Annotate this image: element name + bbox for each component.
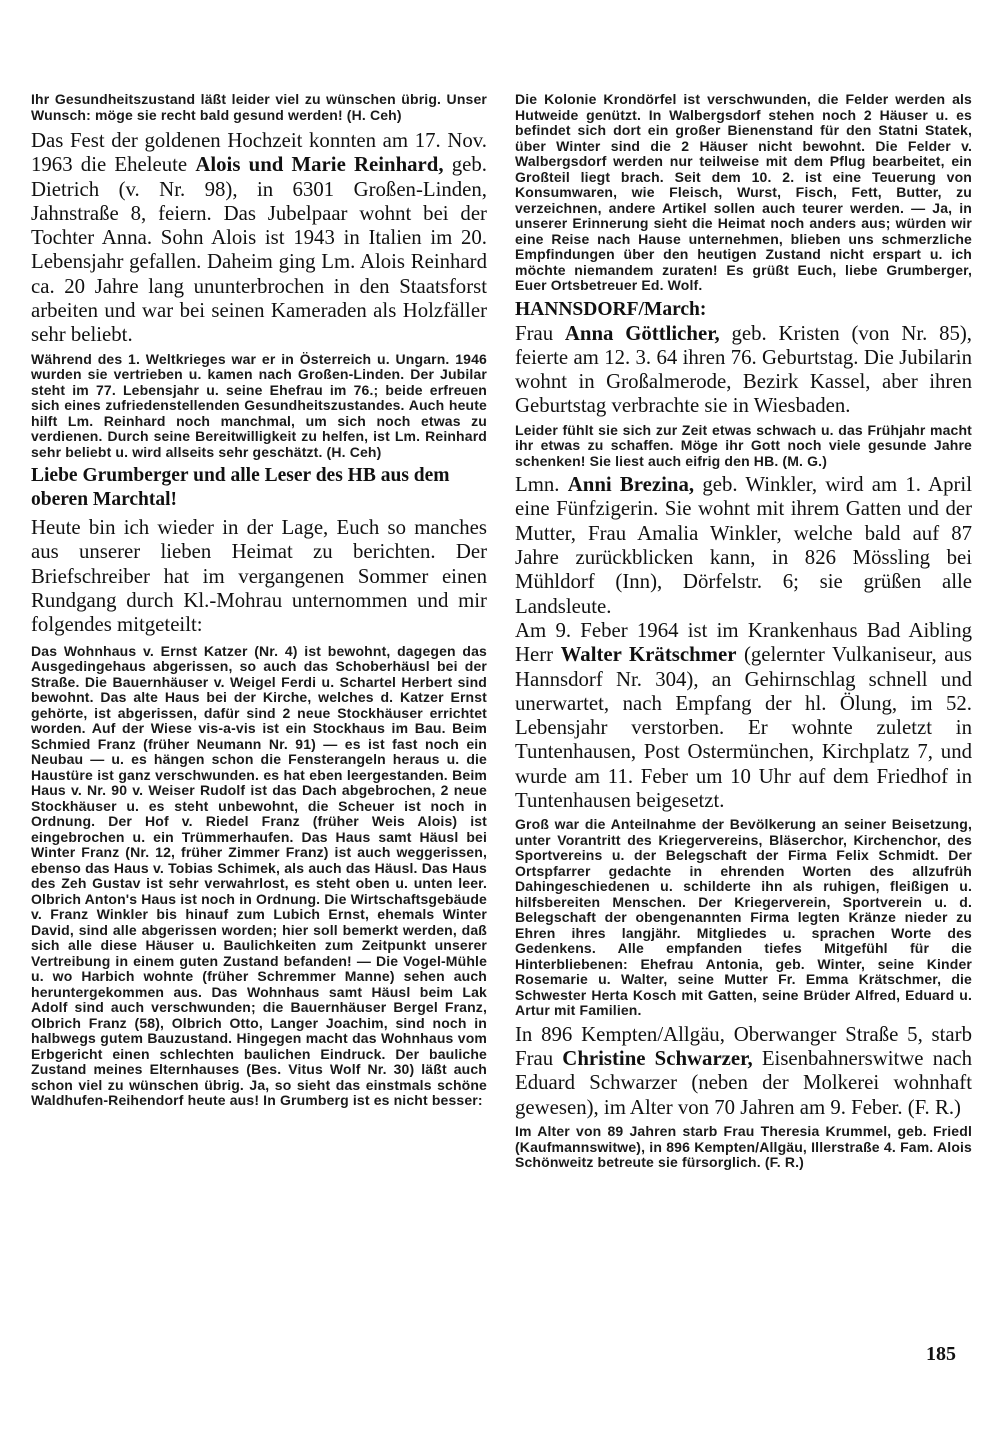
right-paragraph-7-intro: In 896 Kempten/Allgäu, Oberwanger Straße 5, starb Frau	[515, 1022, 972, 1071]
right-paragraph-7	[515, 1023, 972, 1120]
left-paragraph-2-name: Alois und Marie Reinhard,	[195, 153, 444, 177]
right-paragraph-2	[515, 322, 972, 419]
right-paragraph-4-name: Anni Brezina,	[567, 473, 695, 497]
right-paragraph-8	[515, 1124, 972, 1171]
right-paragraph-1: Die Kolonie Krondörfel ist verschwunden, die Felder werden als Hutweide genützt. In Walbergsdorf stehen noch 2 Häuser u. es befindet sich dort ein großer Bienenstand für den Statni Statek, über Winter sind die 2 Häuser nicht bewohnt. Die Felder v. Walbergsdorf werden nur teilweise mit dem Pflug bearbeitet, ein Großteil liegt brach. Seit dem 10. 2. ist eine Teuerung von Konsumwaren, wie Fleisch, Wurst, Fisch, Fett, Butter, zu verzeichnen, andere Artikel sollen auch teurer werden. — Ja, in unserer Erinnerung sieht die Heimat noch anders aus; würden wir eine Reise nach Hause unternehmen, blieben uns schmerzliche Empfindungen über den heutigen Zustand nicht erspart u. ich möchte niemandem zuraten! Es grüßt Euch, liebe Grumberger, Euer Ortsbetreuer Ed. Wolf.	[515, 91, 972, 293]
right-paragraph-6: Groß war die Anteilnahme der Bevölkerung an seiner Beisetzung, unter Vorantritt des Kriegervereins, Bläserchor, Kirchenchor, des Sportvereins u. der Belegschaft der Firma Felix Schmidt. Der Ortspfarrer gedachte in ehrenden Worten des allzufrüh Dahingeschiedenen u. schilderte ihn als ruhigen, fleißigen u. hilfsbereiten Menschen. Der Kriegerverein, Sportverein u. d. Belegschaft der obengenannten Firma legten Kränze nieder zu Ehren ihres langjähr. Mitgliedes u. sprachen Worte des Gedenkens. Alle empfanden tiefes Mitgefühl für die Hinterbliebenen: Ehefrau Antonia, geb. Winter, seine Kinder Rosemarie u. Walter, seine Mutter Fr. Emma Krätschmer, die Schwester Herta Kosch mit Gatten, seine Brüder Alfred, Eduard u. Artur mit Familien.	[515, 816, 972, 1019]
right-paragraph-2-name: Anna Göttlicher,	[564, 321, 720, 345]
right-paragraph-4-intro: Lmn.	[515, 473, 568, 497]
right-paragraph-5-rest: (gelernter Vulkaniseur, aus Hannsdorf Nr. 304), an Gehirnschlag schnell und unerwartet, nach Empfang der hl. Ölung, im 52. Lebensjahr verstorben. Er wohnte zuletzt in Tuntenhausen, Post Ostermünchen, Kirchplatz 7, und wurde am 11. Feber um 10 Uhr auf dem Friedhof in Tuntenhausen beigesetzt.	[515, 643, 972, 813]
left-column	[31, 92, 487, 1109]
right-paragraph-3: Leider fühlt sie sich zur Zeit etwas schwach u. das Frühjahr macht ihr etwas zu schaffen. Möge ihr Gott noch viele gesunde Jahre schenken! Sie liest auch eifrig den HB. (M. G.)	[515, 421, 972, 469]
right-paragraph-2-intro: Frau	[515, 321, 565, 345]
left-paragraph-2-rest: geb. Dietrich (v. Nr. 98), in 6301 Großen-Linden, Jahnstraße 8, feiern. Das Jubelpaar wohnt bei der Tochter Anna. Sohn Alois ist 1943 in Italien im 20. Lebensjahr gefallen. Daheim ging Lm. Alois Reinhard ca. 20 Jahre lang ununterbrochen in den Staatsforst arbeiten und war bei seinen Kameraden als Holzfäller sehr beliebt.	[31, 153, 487, 347]
right-paragraph-2-rest: geb. Kristen (von Nr. 85), feierte am 12. 3. 64 ihren 76. Geburtstag. Die Jubilarin wohnt in Großalmerode, Bezirk Kassel, aber ihren Geburtstag verbrachte sie in Wiesbaden.	[515, 321, 973, 418]
right-paragraph-4-rest: geb. Winkler, wird am 1. April eine Fünfzigerin. Sie wohnt mit ihrem Gatten und der Mutter, Frau Amalia Winkler, welche bald auf 87 Jahre zurückblicken kann, in 826 Mössling bei Mühldorf (Inn), Dörfelstr. 6; sie grüßen alle Landsleute.	[515, 473, 972, 618]
right-paragraph-5	[515, 619, 972, 813]
left-heading: Liebe Grumberger und alle Leser des HB aus dem oberen Marchtal!	[31, 465, 450, 511]
right-paragraph-8-intro: Im Alter von 89 Jahren starb Frau	[515, 1123, 761, 1140]
left-paragraph-1: Ihr Gesundheitszustand läßt leider viel zu wünschen übrig. Unser Wunsch: möge sie recht bald gesund werden! (H. Ceh)	[31, 91, 487, 123]
right-paragraph-7-rest: Eisenbahnerswitwe nach Eduard Schwarzer (neben der Molkerei wohnhaft gewesen), im Alter von 70 Jahren am 9. Feber. (F. R.)	[515, 1047, 972, 1119]
right-heading: HANNSDORF/March:	[515, 298, 707, 320]
left-paragraph-5: Das Wohnhaus v. Ernst Katzer (Nr. 4) ist bewohnt, dagegen das Ausgedingehaus abgerissen, so auch das Schoberhäusl bei der Straße. Die Bauernhäuser v. Weigel Ferdi u. Schartel Herbert sind bewohnt. Das alte Haus bei der Kirche, welches d. Katzer Ernst gehörte, ist abgerissen, dafür sind 2 neue Stockhäuser errichtet worden. Auf der Wiese vis-a-vis ist ein Stockhaus im Bau. Beim Schmied Franz (früher Neumann Nr. 91) — es ist fast noch ein Neubau — u. es hängen schon die Fensterangeln heraus u. die Haustüre ist ganz verschwunden. es hat eben leergestanden. Beim Haus v. Nr. 90 v. Weiser Rudolf ist das Dach abgebrochen, 2 neue Stockhäuser u. es steht unbewohnt, die Scheuer ist noch in Ordnung. Der Hof v. Riedel Franz (früher Weis Alois) ist eingebrochen u. ein Trümmerhaufen. Das Haus samt Häusl bei Winter Franz (Nr. 12, früher Zimmer Franz) ist auch weggerissen, ebenso das Haus v. Tobias Schimek, als auch das Häusl. Das Haus des Zeh Gustav ist sehr verwahrlost, es steht oben u. unten leer. Olbrich Anton's Haus ist noch in Ordnung. Die Wirtschaftsgebäude v. Franz Winkler bis hinauf zum Lubich Ernst, ehemals Winter David, sind alle abgerissen worden; hier soll bemerkt werden, daß sich alle diese Häuser u. Baulichkeiten zum Zeitpunkt unserer Vertreibung in einem guten Zustand befanden! — Die Vogel-Mühle u. wo Harbich wohnte (früher Schremmer Manne) sehen auch heruntergekommen aus. Das Wohnhaus samt Häusl beim Lak Adolf sind auch verschwunden; die Bauernhäuser Bergel Franz, Olbrich Franz (58), Olbrich Otto, Langer Joachim, sind noch in halbwegs gutem Bauzustand. Hingegen macht das Wohnhaus vom Erbgericht einen schlechten baulichen Eindruck. Der bauliche Zustand meines Elternhauses (Bes. Vitus Wolf Nr. 30) läßt auch schon viel zu wünschen übrig. Ja, so sieht das einstmals schöne Waldhufen-Reihendorf heute aus! In Grumberg ist es nicht besser:	[31, 642, 487, 1109]
right-paragraph-5-intro: Am 9. Feber 1964 ist im Krankenhaus Bad Aibling Herr	[515, 618, 972, 667]
left-paragraph-2-intro: Das Fest der goldenen Hochzeit konnten am 17. Nov. 1963 die Eheleute	[31, 129, 487, 177]
right-column	[515, 92, 972, 1171]
right-paragraph-8-rest: geb. Friedl (Kaufmannswitwe), in 896 Kempten/Allgäu, Illerstraße 4. Fam. Alois Schönweitz betreute sie fürsorglich. (F. R.)	[515, 1123, 972, 1171]
left-paragraph-4: Heute bin ich wieder in der Lage, Euch so manches aus unserer lieben Heimat zu berichten. Der Briefschreiber hat im vergangenen Sommer einen Rundgang durch Kl.-Mohrau unternommen und mir folgendes mitgeteilt:	[31, 516, 487, 637]
right-paragraph-5-name: Walter Krätschmer	[560, 643, 737, 667]
left-paragraph-3: Während des 1. Weltkrieges war er in Österreich u. Ungarn. 1946 wurden sie vertrieben u. kamen nach Großen-Linden. Der Jubilar steht im 77. Lebensjahr u. seine Ehefrau im 76.; beide erfreuen sich eines zufriedenstellenden Gesundheitszustandes. Auch heute hilft Lm. Reinhard noch manchmal, um sich noch etwas zu verdienen. Durch seine Bereitwilligkeit zu helfen, ist Lm. Reinhard sehr beliebt u. wird allseits sehr geschätzt. (H. Ceh)	[31, 350, 487, 460]
right-paragraph-8-name: Theresia Krummel,	[760, 1123, 892, 1140]
right-paragraph-4	[515, 473, 972, 619]
right-paragraph-7-name: Christine Schwarzer,	[562, 1047, 753, 1071]
page-number: 185	[926, 1343, 956, 1365]
left-paragraph-2	[31, 129, 487, 348]
